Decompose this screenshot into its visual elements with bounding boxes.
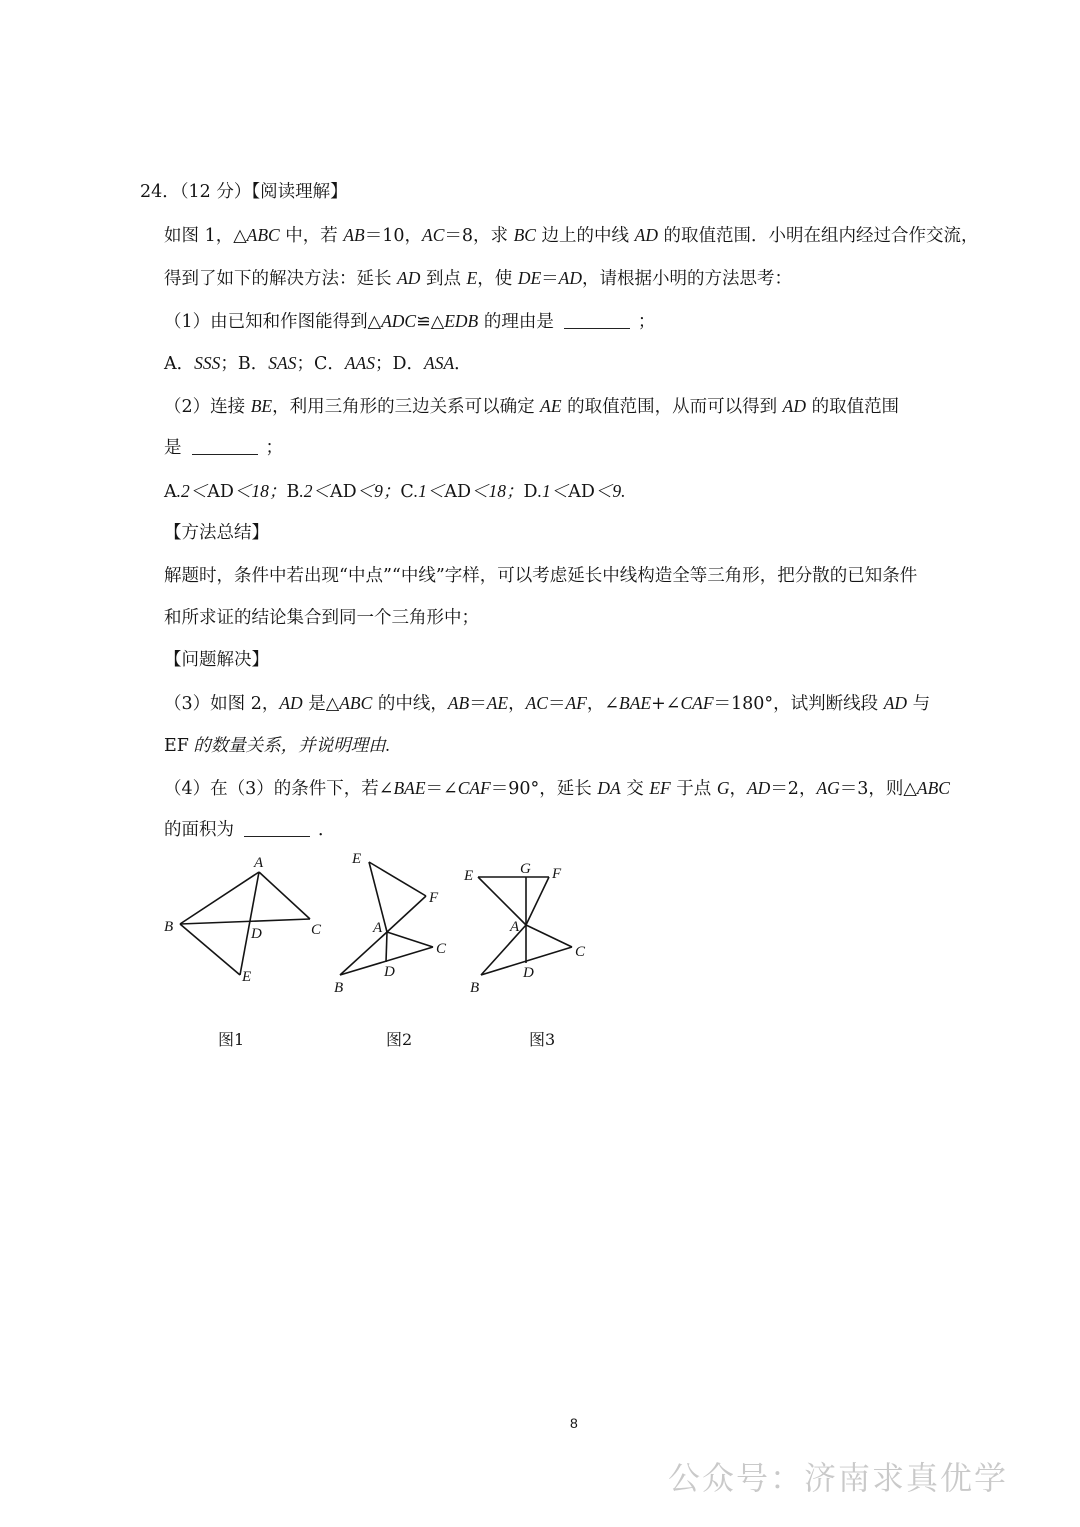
math-variable: AD (782, 396, 806, 416)
method-line-2: 和所求证的结论集合到同一个三角形中； (164, 608, 479, 628)
math-variable: 的数量关系，并说明理由. (188, 735, 391, 755)
math-variable: ABC (246, 225, 280, 245)
text-run: （4）在（3）的条件下，若∠ (164, 779, 394, 799)
text-run: ＝2， (770, 779, 817, 799)
method-title: 【方法总结】 (164, 523, 269, 543)
math-variable: ADC (381, 311, 417, 331)
fig3-label-e: E (464, 868, 474, 884)
math-variable: AB (447, 693, 470, 713)
math-variable: DA (597, 778, 621, 798)
text-run: 中，若 (279, 226, 344, 246)
fig2-segment-ac (387, 932, 433, 947)
math-variable: AD (279, 693, 303, 713)
text-run: ＝ (469, 694, 487, 714)
math-variable: BC (513, 225, 536, 245)
text-run: ，利用三角形的三边关系可以确定 (272, 397, 541, 417)
text-run: C (400, 482, 414, 502)
fig1-segment-ab (180, 872, 259, 924)
text-run: ；D． (375, 354, 425, 374)
math-variable: AE (486, 693, 509, 713)
text-run: EF (164, 736, 189, 756)
math-variable: EDB (444, 311, 479, 331)
watermark-text: 公众号：济南求真优学 (668, 1459, 1009, 1497)
q4-end: ． (318, 820, 336, 840)
fig2-label-e: E (352, 851, 362, 867)
text-run: ． (454, 354, 472, 374)
math-variable: AF (565, 693, 587, 713)
math-variable: ＜9. (594, 481, 626, 501)
text-run: 如图 1，△ (164, 226, 247, 246)
math-variable: .2＜ (299, 481, 330, 501)
fig3-label-a: A (510, 919, 520, 935)
math-variable: DE (517, 268, 542, 288)
text-run: ；B． (220, 354, 269, 374)
math-variable: ABC (339, 693, 373, 713)
method-line-1: 解题时，条件中若出现“中点”“中线”字样，可以考虑延长中线构造全等三角形，把分散的已知条件 (164, 566, 918, 586)
math-variable: AAS (344, 353, 375, 373)
fig2-label-c: C (436, 941, 447, 957)
text-run: 的取值范围，从而可以得到 (561, 397, 783, 417)
fig1-segment-ac (259, 872, 310, 919)
text-run: ，使 (477, 269, 518, 289)
math-variable: .1＜ (413, 481, 445, 501)
math-variable: SAS (268, 353, 297, 373)
math-variable: AD (397, 268, 421, 288)
text-run: 到点 (420, 269, 467, 289)
fig2-segment-ad (386, 932, 387, 962)
figure-2-caption: 图2 (386, 1030, 413, 1049)
fig1-label-b: B (164, 919, 174, 935)
math-variable: ABC (916, 778, 950, 798)
figure-3-caption: 图3 (529, 1030, 556, 1049)
figure-1-caption: 图1 (218, 1030, 245, 1049)
fig1-segment-bc (180, 919, 310, 924)
fig1-segment-be (180, 924, 240, 975)
math-variable: BE (250, 396, 273, 416)
fig1-segment-ae (240, 872, 259, 975)
text-run: AD (207, 482, 234, 502)
math-variable: BAE (619, 693, 652, 713)
fig2-label-d: D (384, 964, 395, 980)
math-variable: AD (634, 225, 658, 245)
fig3-label-f: F (552, 866, 562, 882)
text-run: A (164, 482, 177, 502)
math-variable: ＜9； (356, 481, 401, 501)
math-variable: G (716, 778, 730, 798)
fig3-segment-fa (526, 877, 549, 925)
text-run: B (286, 482, 300, 502)
fig3-label-g: G (520, 861, 531, 877)
text-run: AD (329, 482, 357, 502)
math-variable: ＜18； (233, 481, 287, 501)
text-run: D (523, 482, 538, 502)
fig3-segment-ac (526, 925, 572, 947)
problem-title: 【问题解决】 (164, 650, 269, 670)
text-run: 的中线， (372, 694, 448, 714)
text-run: AD (444, 482, 472, 502)
math-variable: ASA (424, 353, 455, 373)
q2-end: ； (265, 438, 283, 458)
math-variable: SSS (194, 353, 221, 373)
text-run: 于点 (670, 779, 717, 799)
fig2-label-f: F (429, 890, 439, 906)
fig1-label-e: E (242, 969, 252, 985)
math-variable: AB (343, 225, 365, 245)
text-run: ， (729, 779, 747, 799)
math-variable: AD (883, 693, 908, 713)
text-run: （1）由已知和作图能得到△ (164, 312, 382, 332)
fig3-label-c: C (575, 944, 586, 960)
text-run: ，请根据小明的方法思考： (581, 269, 792, 289)
fig1-label-d: D (251, 926, 262, 942)
fig1-label-c: C (311, 922, 322, 938)
math-variable: AC (422, 225, 445, 245)
text-run: 是△ (302, 694, 340, 714)
text-run: +∠ (651, 694, 681, 714)
text-run: ＝8，求 (444, 226, 514, 246)
text-run: 交 (620, 779, 650, 799)
text-run: ， (508, 694, 526, 714)
text-run: ，∠ (586, 694, 620, 714)
text-run: ≌△ (416, 312, 445, 332)
q1-end: ； (637, 312, 656, 332)
math-variable: BAE (393, 778, 426, 798)
text-run: 的理由是 (478, 312, 554, 332)
fig2-label-b: B (334, 980, 344, 996)
text-run: ＝10， (364, 226, 423, 246)
q2-text: 是 (164, 438, 182, 458)
fig3-segment-ea (478, 877, 526, 925)
text-run: ＝3，则△ (839, 779, 917, 799)
math-variable: .2＜ (176, 481, 208, 501)
math-variable: EF (649, 778, 671, 798)
text-run: AD (568, 482, 595, 502)
math-variable: E (466, 268, 478, 288)
math-variable: .1＜ (537, 481, 569, 501)
text-run: （3）如图 2， (164, 694, 280, 714)
text-run: 得到了如下的解决方法：延长 (164, 269, 398, 289)
math-variable: AC (525, 693, 548, 713)
fig1-label-a: A (254, 855, 264, 871)
text-run: 的取值范围．小明在组内经过合作交流， (657, 226, 979, 246)
question-header: 24．（12 分）【阅读理解】 (140, 182, 348, 202)
fig3-label-d: D (523, 965, 534, 981)
text-run: ＝ (547, 694, 566, 714)
math-variable: CAF (457, 778, 491, 798)
fig2-label-a: A (373, 920, 383, 936)
text-run: ＝90°，延长 (490, 779, 598, 799)
fig3-label-b: B (470, 980, 480, 996)
text-run: ＝∠ (425, 779, 458, 799)
text-run: A． (164, 354, 195, 374)
math-variable: AD (558, 268, 582, 288)
fig2-segment-ef (369, 862, 426, 896)
page-number: 8 (570, 1415, 578, 1431)
text-run: （2）连接 (164, 397, 251, 417)
text-run: ＝180°，试判断线段 (713, 694, 884, 714)
text-run: 边上的中线 (535, 226, 635, 246)
math-variable: AD (746, 778, 771, 798)
math-variable: AG (816, 778, 840, 798)
fig2-segment-fa (387, 896, 426, 932)
q4-text: 的面积为 (164, 820, 234, 840)
text-run: 与 (907, 694, 931, 714)
text-run: 的取值范围 (806, 397, 900, 417)
math-variable: CAF (680, 693, 714, 713)
math-variable: ＜18； (471, 481, 524, 501)
text-run: ＝ (541, 269, 559, 289)
math-variable: AE (540, 396, 562, 416)
text-run: ；C． (296, 354, 345, 374)
